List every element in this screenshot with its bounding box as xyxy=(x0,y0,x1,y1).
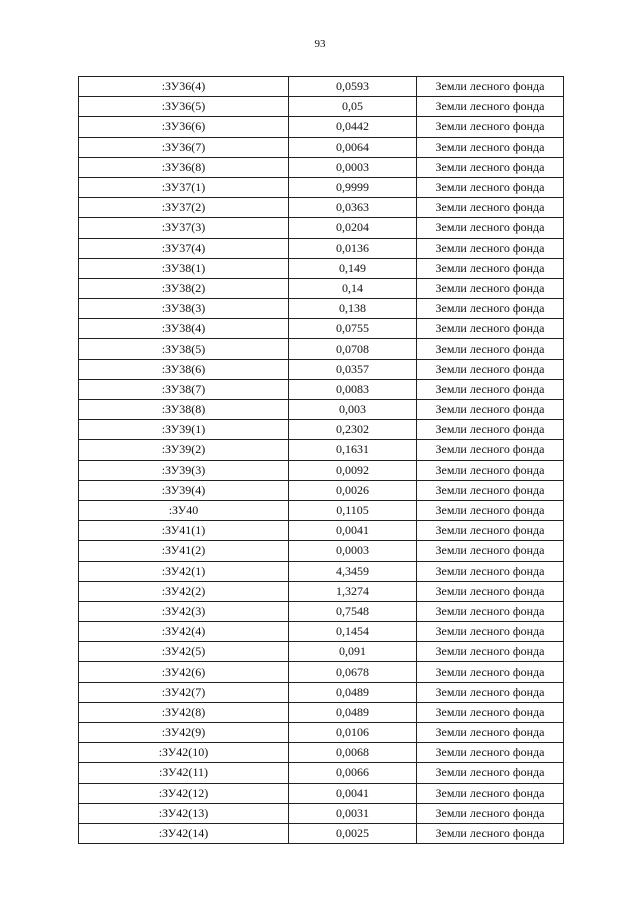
area-cell: 0,1631 xyxy=(289,440,417,460)
plot-id-cell: :ЗУ42(1) xyxy=(79,561,289,581)
land-category-cell: Земли лесного фонда xyxy=(417,238,564,258)
table-row xyxy=(79,258,564,278)
land-category-cell: Земли лесного фонда xyxy=(417,460,564,480)
area-cell: 0,2302 xyxy=(289,420,417,440)
table-row xyxy=(79,117,564,137)
plot-id-cell: :ЗУ42(2) xyxy=(79,581,289,601)
land-category-cell: Земли лесного фонда xyxy=(417,117,564,137)
area-cell: 0,0442 xyxy=(289,117,417,137)
table-row xyxy=(79,702,564,722)
plot-id-cell: :ЗУ36(8) xyxy=(79,157,289,177)
land-category-cell: Земли лесного фонда xyxy=(417,743,564,763)
table-row xyxy=(79,299,564,319)
plot-id-cell: :ЗУ36(6) xyxy=(79,117,289,137)
area-cell: 0,0678 xyxy=(289,662,417,682)
area-cell: 1,3274 xyxy=(289,581,417,601)
area-cell: 0,0357 xyxy=(289,359,417,379)
area-cell: 4,3459 xyxy=(289,561,417,581)
table-row xyxy=(79,359,564,379)
table-row xyxy=(79,521,564,541)
area-cell: 0,0489 xyxy=(289,682,417,702)
plot-id-cell: :ЗУ37(4) xyxy=(79,238,289,258)
land-category-cell: Земли лесного фонда xyxy=(417,440,564,460)
plot-id-cell: :ЗУ39(2) xyxy=(79,440,289,460)
table-row xyxy=(79,803,564,823)
area-cell: 0,0489 xyxy=(289,702,417,722)
area-cell: 0,0026 xyxy=(289,480,417,500)
table-row xyxy=(79,581,564,601)
table-row xyxy=(79,198,564,218)
area-cell: 0,0136 xyxy=(289,238,417,258)
table-row xyxy=(79,500,564,520)
table-row xyxy=(79,783,564,803)
land-category-cell: Земли лесного фонда xyxy=(417,662,564,682)
table-row xyxy=(79,743,564,763)
land-category-cell: Земли лесного фонда xyxy=(417,702,564,722)
table-row xyxy=(79,238,564,258)
plot-id-cell: :ЗУ42(5) xyxy=(79,642,289,662)
area-cell: 0,0041 xyxy=(289,783,417,803)
table-row xyxy=(79,440,564,460)
land-category-cell: Земли лесного фонда xyxy=(417,359,564,379)
area-cell: 0,0083 xyxy=(289,379,417,399)
area-cell: 0,0068 xyxy=(289,743,417,763)
area-cell: 0,091 xyxy=(289,642,417,662)
table-row xyxy=(79,682,564,702)
area-cell: 0,1105 xyxy=(289,500,417,520)
plot-id-cell: :ЗУ42(11) xyxy=(79,763,289,783)
land-category-cell: Земли лесного фонда xyxy=(417,319,564,339)
area-cell: 0,0066 xyxy=(289,763,417,783)
table-row xyxy=(79,622,564,642)
land-category-cell: Земли лесного фонда xyxy=(417,642,564,662)
table-row xyxy=(79,339,564,359)
table-row xyxy=(79,561,564,581)
land-category-cell: Земли лесного фонда xyxy=(417,157,564,177)
plot-id-cell: :ЗУ42(3) xyxy=(79,601,289,621)
plot-id-cell: :ЗУ36(5) xyxy=(79,97,289,117)
land-category-cell: Земли лесного фонда xyxy=(417,581,564,601)
land-category-cell: Земли лесного фонда xyxy=(417,278,564,298)
table-row xyxy=(79,723,564,743)
table-row xyxy=(79,379,564,399)
plot-id-cell: :ЗУ40 xyxy=(79,500,289,520)
land-category-cell: Земли лесного фонда xyxy=(417,500,564,520)
area-cell: 0,149 xyxy=(289,258,417,278)
land-category-cell: Земли лесного фонда xyxy=(417,137,564,157)
table-row xyxy=(79,823,564,843)
plot-id-cell: :ЗУ41(2) xyxy=(79,541,289,561)
plot-id-cell: :ЗУ38(7) xyxy=(79,379,289,399)
plot-id-cell: :ЗУ38(8) xyxy=(79,400,289,420)
table-body xyxy=(79,77,564,844)
land-category-cell: Земли лесного фонда xyxy=(417,601,564,621)
plot-id-cell: :ЗУ41(1) xyxy=(79,521,289,541)
plot-id-cell: :ЗУ38(3) xyxy=(79,299,289,319)
area-cell: 0,0003 xyxy=(289,157,417,177)
land-category-cell: Земли лесного фонда xyxy=(417,561,564,581)
table-row xyxy=(79,642,564,662)
area-cell: 0,9999 xyxy=(289,177,417,197)
plot-id-cell: :ЗУ42(10) xyxy=(79,743,289,763)
land-category-cell: Земли лесного фонда xyxy=(417,97,564,117)
land-category-cell: Земли лесного фонда xyxy=(417,77,564,97)
land-category-cell: Земли лесного фонда xyxy=(417,339,564,359)
plot-id-cell: :ЗУ37(3) xyxy=(79,218,289,238)
area-cell: 0,0708 xyxy=(289,339,417,359)
area-cell: 0,1454 xyxy=(289,622,417,642)
area-cell: 0,0593 xyxy=(289,77,417,97)
plot-id-cell: :ЗУ39(4) xyxy=(79,480,289,500)
plot-id-cell: :ЗУ38(4) xyxy=(79,319,289,339)
land-category-cell: Земли лесного фонда xyxy=(417,803,564,823)
land-category-cell: Земли лесного фонда xyxy=(417,682,564,702)
plot-id-cell: :ЗУ39(1) xyxy=(79,420,289,440)
table-row xyxy=(79,601,564,621)
land-category-cell: Земли лесного фонда xyxy=(417,723,564,743)
plot-id-cell: :ЗУ42(4) xyxy=(79,622,289,642)
plot-id-cell: :ЗУ37(2) xyxy=(79,198,289,218)
area-cell: 0,14 xyxy=(289,278,417,298)
table-row xyxy=(79,763,564,783)
land-category-cell: Земли лесного фонда xyxy=(417,420,564,440)
land-category-cell: Земли лесного фонда xyxy=(417,299,564,319)
plot-id-cell: :ЗУ36(7) xyxy=(79,137,289,157)
table-row xyxy=(79,157,564,177)
area-cell: 0,0363 xyxy=(289,198,417,218)
land-category-cell: Земли лесного фонда xyxy=(417,379,564,399)
table-row xyxy=(79,460,564,480)
plot-id-cell: :ЗУ38(1) xyxy=(79,258,289,278)
plot-id-cell: :ЗУ42(9) xyxy=(79,723,289,743)
land-category-cell: Земли лесного фонда xyxy=(417,480,564,500)
table-row xyxy=(79,218,564,238)
table-row xyxy=(79,77,564,97)
plot-id-cell: :ЗУ38(2) xyxy=(79,278,289,298)
plot-id-cell: :ЗУ42(6) xyxy=(79,662,289,682)
land-category-cell: Земли лесного фонда xyxy=(417,218,564,238)
plot-id-cell: :ЗУ42(14) xyxy=(79,823,289,843)
area-cell: 0,138 xyxy=(289,299,417,319)
land-category-cell: Земли лесного фонда xyxy=(417,258,564,278)
area-cell: 0,7548 xyxy=(289,601,417,621)
area-cell: 0,0041 xyxy=(289,521,417,541)
area-cell: 0,05 xyxy=(289,97,417,117)
land-category-cell: Земли лесного фонда xyxy=(417,622,564,642)
plot-id-cell: :ЗУ36(4) xyxy=(79,77,289,97)
plot-id-cell: :ЗУ39(3) xyxy=(79,460,289,480)
area-cell: 0,0064 xyxy=(289,137,417,157)
land-category-cell: Земли лесного фонда xyxy=(417,823,564,843)
land-category-cell: Земли лесного фонда xyxy=(417,521,564,541)
table-row xyxy=(79,480,564,500)
table-row xyxy=(79,278,564,298)
table-row xyxy=(79,420,564,440)
land-plots-table xyxy=(78,76,564,844)
table-row xyxy=(79,97,564,117)
table-row xyxy=(79,177,564,197)
land-category-cell: Земли лесного фонда xyxy=(417,763,564,783)
area-cell: 0,0031 xyxy=(289,803,417,823)
area-cell: 0,0092 xyxy=(289,460,417,480)
plot-id-cell: :ЗУ37(1) xyxy=(79,177,289,197)
area-cell: 0,0755 xyxy=(289,319,417,339)
plot-id-cell: :ЗУ42(12) xyxy=(79,783,289,803)
area-cell: 0,0204 xyxy=(289,218,417,238)
plot-id-cell: :ЗУ38(5) xyxy=(79,339,289,359)
land-category-cell: Земли лесного фонда xyxy=(417,177,564,197)
table-row xyxy=(79,662,564,682)
area-cell: 0,0106 xyxy=(289,723,417,743)
area-cell: 0,0025 xyxy=(289,823,417,843)
area-cell: 0,003 xyxy=(289,400,417,420)
page-number: 93 xyxy=(314,38,326,50)
land-category-cell: Земли лесного фонда xyxy=(417,198,564,218)
plot-id-cell: :ЗУ42(8) xyxy=(79,702,289,722)
land-category-cell: Земли лесного фонда xyxy=(417,783,564,803)
plot-id-cell: :ЗУ42(7) xyxy=(79,682,289,702)
land-category-cell: Земли лесного фонда xyxy=(417,541,564,561)
table-row xyxy=(79,400,564,420)
land-category-cell: Земли лесного фонда xyxy=(417,400,564,420)
table-row xyxy=(79,541,564,561)
plot-id-cell: :ЗУ38(6) xyxy=(79,359,289,379)
table-row xyxy=(79,319,564,339)
area-cell: 0,0003 xyxy=(289,541,417,561)
table-row xyxy=(79,137,564,157)
plot-id-cell: :ЗУ42(13) xyxy=(79,803,289,823)
